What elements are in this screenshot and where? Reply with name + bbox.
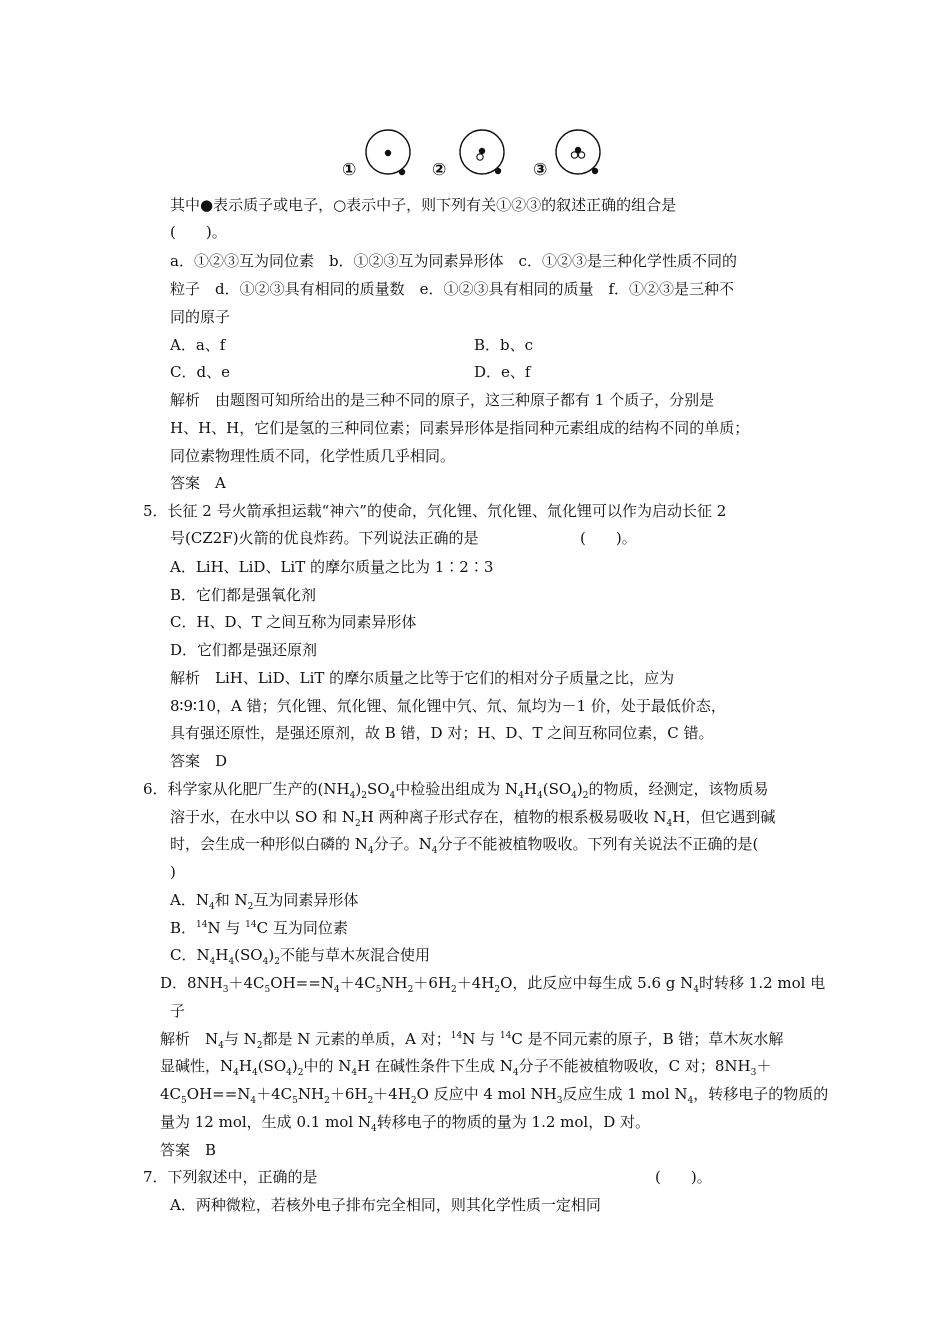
q4-stem-line2: ( )。 — [170, 223, 227, 241]
atom-1-diagram — [366, 130, 410, 175]
q7-option-a: A．两种微粒，若核外电子排布完全相同，则其化学性质一定相同 — [170, 1196, 601, 1214]
q5-answer-blank: ( )。 — [580, 529, 637, 547]
q7-answer-blank: ( )。 — [655, 1168, 712, 1186]
q5-stem-line2: 号(CZ2F)火箭的优良炸药。下列说法正确的是 — [170, 529, 479, 547]
q4-option-d: D．e、f — [474, 363, 531, 381]
q5-option-a: A．LiH、LiD、LiT 的摩尔质量之比为 1∶2∶3 — [170, 558, 494, 576]
q6-explanation-line1: 解析 $N_4$与 $N_2$都是 N 元素的单质，A 对；$^{14}$N 与 $^{14}$C 是不同元素的原子，B 错；草木灰水解 — [160, 1030, 784, 1051]
q4-option-c: C．d、e — [170, 363, 230, 381]
q5-answer: 答案 D — [170, 752, 228, 770]
q5-explanation-line1: 解析 LiH、LiD、LiT 的摩尔质量之比等于它们的相对分子质量之比，应为 — [170, 669, 675, 687]
atom-3-diagram — [556, 130, 600, 174]
q4-statements-line3: 同的原子 — [170, 308, 231, 326]
q4-option-a: A．a、f — [170, 336, 226, 354]
q4-explanation-line3: 同位素物理性质不同，化学性质几乎相同。 — [170, 447, 456, 465]
q5-option-d: D．它们都是强还原剂 — [170, 641, 318, 659]
q6-explanation-line4: 量为 12 mol，生成 0.1 mol $N_4$转移电子的物质的量为 1.2 mol，D 对。 — [160, 1113, 650, 1134]
q5-option-b: B．它们都是强氧化剂 — [170, 586, 317, 604]
atom-label-2: ② — [432, 160, 447, 180]
q6-explanation-line3: $4C_5OH==N_4+4C_5NH_2+6H_2+4H_2O$ 反应中 4 mol $NH_3$反应生成 1 mol $N_4$，转移电子的物质的 — [160, 1085, 829, 1106]
q6-option-d-line1: D．$8NH_3+4C_5OH==N_4+4C_5NH_2+6H_2+4H_2O$，此反应中每生成 5.6 g $N_4$时转移 1.2 mol 电 — [160, 974, 826, 995]
q6-option-c: C．$N_4H_4(SO_4)_2$不能与草木灰混合使用 — [170, 946, 430, 967]
q5-explanation-line3: 具有强还原性，是强还原剂，故 B 错，D 对；H、D、T 之间互称同位素，C 错。 — [170, 724, 714, 742]
q6-option-a: A．$N_4$和 $N_2$互为同素异形体 — [170, 891, 359, 912]
q5-explanation-line2: 8∶9∶10，A 错；氕化锂、氘化锂、氚化锂中氕、氘、氚均为－1 价，处于最低价态， — [170, 697, 726, 715]
q4-statements-line2: 粒子 d．①②③具有相同的质量数 e．①②③具有相同的质量 f．①②③是三种不 — [170, 280, 735, 298]
q4-option-b: B．b、c — [474, 336, 534, 354]
atom-diagram-svg — [340, 122, 620, 192]
q4-answer: 答案 A — [170, 474, 226, 492]
atom-2-diagram — [460, 130, 504, 174]
q6-explanation-line2: 显碱性，$N_4H_4(SO_4)_2$中的 $N_4H$ 在碱性条件下生成 $N_4$分子不能被植物吸收，C 对；$8NH_3+$ — [160, 1057, 772, 1078]
q4-statements-line1: a．①②③互为同位素 b．①②③互为同素异形体 c．①②③是三种化学性质不同的 — [170, 252, 737, 270]
q6-answer: 答案 B — [160, 1141, 217, 1159]
atom-label-1: ① — [342, 160, 357, 180]
q6-option-b: B．$^{14}$N 与 $^{14}$C 互为同位素 — [170, 919, 348, 937]
atom-diagrams-figure — [340, 122, 620, 192]
q6-stem-line3: 时，会生成一种形似白磷的 $N_4$分子。$N_4$分子不能被植物吸收。下列有关说法不正确的是( — [170, 835, 759, 856]
q6-stem-line4: ) — [170, 863, 176, 881]
q6-stem-line1: 6．科学家从化肥厂生产的$(NH_4)_2SO_4$中检验出组成为 $N_4H_4(SO_4)_2$的物质，经测定，该物质易 — [143, 780, 769, 801]
atom-label-3: ③ — [533, 160, 548, 180]
q6-option-d-line2: 子 — [170, 1002, 186, 1020]
q5-stem-line1: 5．长征 2 号火箭承担运载“神六”的使命，氕化锂、氘化锂、氚化锂可以作为启动长征 2 — [143, 502, 727, 520]
q6-stem-line2: 溶于水，在水中以 SO 和 $N_2H$ 两种离子形式存在，植物的根系极易吸收 $N_4H$，但它遇到碱 — [170, 808, 776, 829]
q4-explanation-line1: 解析 由题图可知所给出的是三种不同的原子，这三种原子都有 1 个质子，分别是 — [170, 391, 715, 409]
q4-stem-line1: 其中●表示质子或电子，○表示中子，则下列有关①②③的叙述正确的组合是 — [170, 196, 677, 214]
q4-explanation-line2: H、H、H，它们是氢的三种同位素；同素异形体是指同种元素组成的结构不同的单质； — [170, 419, 750, 437]
q7-stem: 7．下列叙述中，正确的是 — [143, 1168, 318, 1186]
q5-option-c: C．H、D、T 之间互称为同素异形体 — [170, 613, 417, 631]
